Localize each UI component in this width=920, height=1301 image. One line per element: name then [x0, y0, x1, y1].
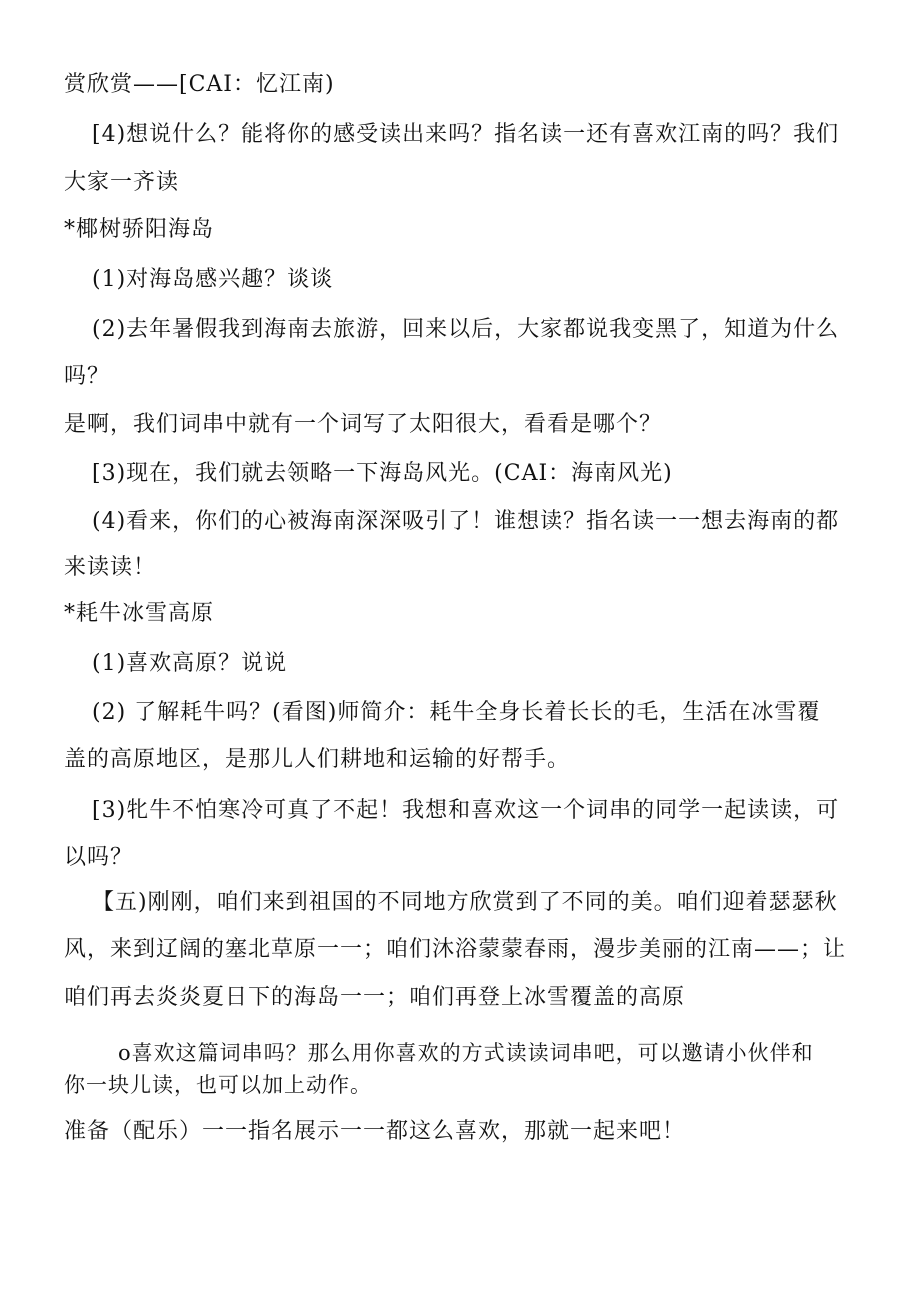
section-heading-yak-plateau: *耗牛冰雪高原: [64, 601, 215, 626]
text-line-10: (4)看来，你们的心被海南深深吸引了！谁想读？指名读一一想去海南的都: [92, 509, 840, 534]
text-line-3: 大家一齐读: [64, 170, 180, 195]
text-line-23: 准备（配乐）一一指名展示一一都这么喜欢，那就一起来吧！: [64, 1119, 686, 1144]
text-line-2: [4)想说什么？能将你的感受读出来吗？指名读一还有喜欢江南的吗？我们: [92, 122, 840, 147]
text-line-9: [3)现在，我们就去领略一下海岛风光。(CAI：海南风光): [92, 461, 673, 486]
text-line-8: 是啊，我们词串中就有一个词写了太阳很大，看看是哪个？: [64, 412, 663, 437]
text-line-17: 以吗？: [64, 845, 134, 870]
section-heading-coconut-island: *椰树骄阳海岛: [64, 217, 215, 242]
text-line-20: 咱们再去炎炎夏日下的海岛一一；咱们再登上冰雪覆盖的高原: [64, 985, 686, 1010]
text-line-21: o喜欢这篇词串吗？那么用你喜欢的方式读读词串吧，可以邀请小伙伴和: [118, 1041, 814, 1065]
text-line-1: 赏欣赏——[CAI：忆江南): [64, 72, 335, 97]
text-line-16: [3)牝牛不怕寒冷可真了不起！我想和喜欢这一个词串的同学一起读读，可: [92, 798, 840, 823]
text-line-13: (1)喜欢高原？说说: [92, 651, 288, 676]
text-line-22: 你一块儿读，也可以加上动作。: [64, 1073, 372, 1097]
text-line-18: 【五)刚刚，咱们来到祖国的不同地方欣赏到了不同的美。咱们迎着瑟瑟秋: [92, 890, 838, 915]
text-line-15: 盖的高原地区，是那儿人们耕地和运输的好帮手。: [64, 747, 571, 772]
text-line-7: 吗？: [64, 364, 111, 389]
text-line-11: 来读读！: [64, 555, 157, 580]
text-line-5: (1)对海岛感兴趣？谈谈: [92, 267, 334, 292]
text-line-14: (2) 了解耗牛吗？(看图)师简介：耗牛全身长着长长的毛，生活在冰雪覆: [92, 700, 821, 725]
text-line-19: 风，来到辽阔的塞北草原一一；咱们沐浴蒙蒙春雨，漫步美丽的江南——；让: [64, 937, 847, 962]
text-line-6: (2)去年暑假我到海南去旅游，回来以后，大家都说我变黑了，知道为什么: [92, 317, 840, 342]
